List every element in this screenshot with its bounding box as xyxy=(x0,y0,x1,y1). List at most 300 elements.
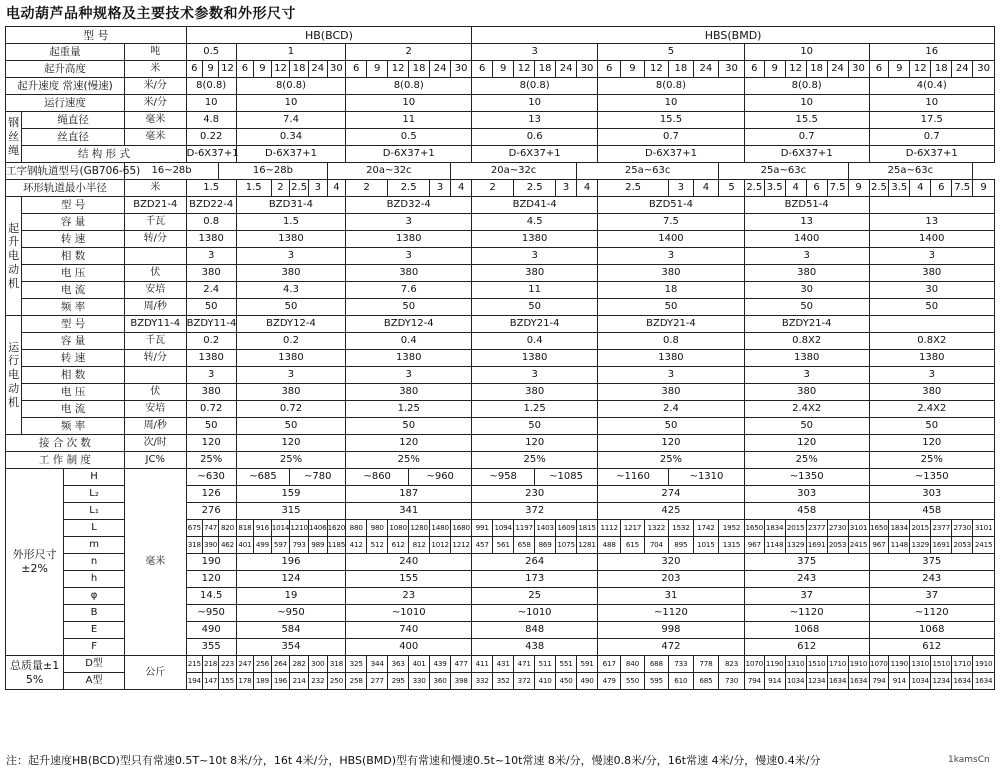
value-cell: D-6X37+1 xyxy=(186,146,236,163)
value-cell: 155 xyxy=(219,673,236,690)
spec-row xyxy=(6,214,995,231)
value-cell: ~1010 xyxy=(472,605,598,622)
value-cell: 3 xyxy=(346,248,472,265)
value-cell: 1329 xyxy=(910,537,931,554)
value-cell: 380 xyxy=(236,265,346,282)
value-cell: 380 xyxy=(236,384,346,401)
value-cell: BZDY12-4 xyxy=(236,316,346,333)
value-cell: 1075 xyxy=(556,537,577,554)
value-cell: 1380 xyxy=(346,231,472,248)
value-cell: 10 xyxy=(346,95,472,112)
value-cell: 2053 xyxy=(827,537,848,554)
value-cell: BZD22-4 xyxy=(186,197,236,214)
row-label-cell: 电 压 xyxy=(22,265,125,282)
row-label-cell: 毫米 xyxy=(124,469,186,656)
row-label-cell: 接 合 次 数 xyxy=(6,435,125,452)
value-cell: 6 xyxy=(931,180,952,197)
value-cell: 8(0.8) xyxy=(236,78,346,95)
value-cell: 6 xyxy=(869,61,889,78)
value-cell: 3 xyxy=(598,367,745,384)
value-cell: 10 xyxy=(186,95,236,112)
row-label-cell: 运行速度 xyxy=(6,95,125,112)
value-cell: ~950 xyxy=(186,605,236,622)
value-cell: D-6X37+1 xyxy=(869,146,994,163)
value-cell: D-6X37+1 xyxy=(472,146,598,163)
row-label-cell: 转/分 xyxy=(124,231,186,248)
value-cell: BZDY12-4 xyxy=(346,316,472,333)
value-cell: 3 xyxy=(869,248,994,265)
value-cell: ~630 xyxy=(186,469,236,486)
row-label-cell: 容 量 xyxy=(22,333,125,350)
value-cell: 3 xyxy=(236,367,346,384)
value-cell: 1910 xyxy=(848,656,869,673)
row-label-cell: 容 量 xyxy=(22,214,125,231)
value-cell: 794 xyxy=(744,673,764,690)
value-cell: 438 xyxy=(472,639,598,656)
value-cell: BZDY21-4 xyxy=(472,316,598,333)
value-cell: 24 xyxy=(693,61,719,78)
value-cell: 778 xyxy=(693,656,719,673)
value-cell: 6 xyxy=(598,61,621,78)
value-cell: 30 xyxy=(973,61,995,78)
value-cell: 0.8X2 xyxy=(744,333,869,350)
value-cell: 1080 xyxy=(388,520,409,537)
row-label-cell: 周/秒 xyxy=(124,418,186,435)
value-cell: 823 xyxy=(719,656,745,673)
value-cell: 1952 xyxy=(719,520,745,537)
value-cell: 499 xyxy=(254,537,271,554)
value-cell: ~860 xyxy=(346,469,409,486)
value-cell: 341 xyxy=(346,503,472,520)
value-cell: 12 xyxy=(910,61,931,78)
value-cell: 240 xyxy=(346,554,472,571)
row-label-cell: 起升高度 xyxy=(6,61,125,78)
value-cell: 30 xyxy=(869,282,994,299)
value-cell: 2.5 xyxy=(290,180,309,197)
value-cell: 6 xyxy=(186,61,202,78)
value-cell: 2.4 xyxy=(186,282,236,299)
value-cell: 250 xyxy=(327,673,346,690)
value-cell: 9 xyxy=(493,61,514,78)
value-cell: BZD31-4 xyxy=(236,197,346,214)
value-cell: 50 xyxy=(869,418,994,435)
value-cell: 380 xyxy=(472,384,598,401)
value-cell: 4 xyxy=(693,180,719,197)
value-cell: 318 xyxy=(327,656,346,673)
row-label-cell: L₂ xyxy=(64,486,125,503)
value-cell: 277 xyxy=(367,673,388,690)
spec-row xyxy=(6,418,995,435)
value-cell xyxy=(869,316,994,333)
value-cell: 398 xyxy=(451,673,472,690)
value-cell: 1380 xyxy=(236,231,346,248)
row-label-cell: 起重量 xyxy=(6,44,125,61)
row-label-cell: 相 数 xyxy=(22,248,125,265)
value-cell: 1034 xyxy=(785,673,806,690)
value-cell: 8(0.8) xyxy=(472,78,598,95)
value-cell: 818 xyxy=(236,520,253,537)
value-cell: 658 xyxy=(514,537,535,554)
row-label-cell: 米/分 xyxy=(124,78,186,95)
row-label-cell: 米 xyxy=(124,61,186,78)
value-cell: 880 xyxy=(346,520,367,537)
value-cell: 3 xyxy=(556,180,577,197)
value-cell: 3 xyxy=(472,367,598,384)
value-cell: 159 xyxy=(236,486,346,503)
value-cell: 203 xyxy=(598,571,745,588)
row-label-cell: 频 率 xyxy=(22,418,125,435)
value-cell: 256 xyxy=(254,656,271,673)
value-cell: 355 xyxy=(186,639,236,656)
value-cell: 9 xyxy=(367,61,388,78)
value-cell: 1634 xyxy=(952,673,973,690)
value-cell: 458 xyxy=(744,503,869,520)
row-label-cell: L₁ xyxy=(64,503,125,520)
value-cell: 591 xyxy=(577,656,598,673)
value-cell: 0.5 xyxy=(346,129,472,146)
value-cell: D-6X37+1 xyxy=(346,146,472,163)
value-cell: 372 xyxy=(472,503,598,520)
spec-row xyxy=(6,333,995,350)
value-cell: 1280 xyxy=(409,520,430,537)
spec-row xyxy=(6,44,995,61)
value-cell: 380 xyxy=(472,265,598,282)
value-cell: 380 xyxy=(869,384,994,401)
row-label-cell: 电 压 xyxy=(22,384,125,401)
value-cell: 18 xyxy=(669,61,693,78)
value-cell: 1015 xyxy=(693,537,719,554)
row-label-cell: 周/秒 xyxy=(124,299,186,316)
value-cell: ~1085 xyxy=(535,469,598,486)
value-cell: 380 xyxy=(598,384,745,401)
value-cell: 794 xyxy=(869,673,889,690)
value-cell: 1.25 xyxy=(472,401,598,418)
value-cell: 2 xyxy=(271,180,290,197)
value-cell: 372 xyxy=(514,673,535,690)
value-cell: 16~28b xyxy=(219,163,327,180)
value-cell: 1112 xyxy=(598,520,621,537)
value-cell: 264 xyxy=(472,554,598,571)
row-label-cell: 绳直径 xyxy=(22,112,125,129)
value-cell: 124 xyxy=(236,571,346,588)
row-label-cell: 公斤 xyxy=(124,656,186,690)
value-cell: 1210 xyxy=(290,520,309,537)
value-cell: 8(0.8) xyxy=(744,78,869,95)
value-cell: 4(0.4) xyxy=(869,78,994,95)
value-cell: ~1310 xyxy=(669,469,745,486)
value-cell: 2.4X2 xyxy=(869,401,994,418)
value-cell: 840 xyxy=(621,656,644,673)
value-cell: 2.4 xyxy=(598,401,745,418)
value-cell: 24 xyxy=(308,61,327,78)
value-cell: 380 xyxy=(744,384,869,401)
value-cell: 0.8 xyxy=(186,214,236,231)
value-cell: 1380 xyxy=(346,350,472,367)
value-cell: 1910 xyxy=(973,656,995,673)
row-label-cell: 千瓦 xyxy=(124,214,186,231)
value-cell: 1406 xyxy=(308,520,327,537)
value-cell: 1281 xyxy=(577,537,598,554)
value-cell: 282 xyxy=(290,656,309,673)
value-cell: 31 xyxy=(598,588,745,605)
value-cell: 380 xyxy=(598,265,745,282)
value-cell: 190 xyxy=(186,554,236,571)
value-cell: 20a~32c xyxy=(327,163,450,180)
row-label-cell: 千瓦 xyxy=(124,333,186,350)
value-cell: 3 xyxy=(430,180,451,197)
value-cell: 344 xyxy=(367,656,388,673)
value-cell: 247 xyxy=(236,656,253,673)
value-cell: 2730 xyxy=(827,520,848,537)
value-cell: 1650 xyxy=(869,520,889,537)
row-label-cell: 起升速度 常速(慢速) xyxy=(6,78,125,95)
value-cell: 12 xyxy=(271,61,290,78)
row-label-cell: 工字钢轨道型号(GB706-65) xyxy=(6,163,125,180)
spec-row xyxy=(6,129,995,146)
value-cell: 1680 xyxy=(451,520,472,537)
row-label-cell: 米/分 xyxy=(124,95,186,112)
spec-row xyxy=(6,452,995,469)
value-cell: 1148 xyxy=(889,537,910,554)
value-cell: 462 xyxy=(219,537,236,554)
value-cell: 1480 xyxy=(430,520,451,537)
value-cell: 1532 xyxy=(669,520,693,537)
value-cell: 2015 xyxy=(785,520,806,537)
value-cell: 196 xyxy=(236,554,346,571)
value-cell: ~1010 xyxy=(346,605,472,622)
header-row xyxy=(6,27,995,44)
value-cell: 1234 xyxy=(931,673,952,690)
value-cell: 1190 xyxy=(764,656,785,673)
value-cell: 740 xyxy=(346,622,472,639)
page-title: 电动葫芦品种规格及主要技术参数和外形尺寸 xyxy=(6,6,296,22)
row-label-cell: B xyxy=(64,605,125,622)
spec-row xyxy=(6,78,995,95)
value-cell: BZDY21-4 xyxy=(744,316,869,333)
value-cell: 1380 xyxy=(869,350,994,367)
value-cell: 1403 xyxy=(535,520,556,537)
value-cell: ~1350 xyxy=(869,469,994,486)
row-label-cell: BZDY11-4 xyxy=(124,316,186,333)
spec-row xyxy=(6,367,995,384)
value-cell: 120 xyxy=(869,435,994,452)
value-cell: 8(0.8) xyxy=(346,78,472,95)
value-cell: 1815 xyxy=(577,520,598,537)
value-cell: 232 xyxy=(308,673,327,690)
value-cell: 1329 xyxy=(785,537,806,554)
row-label-cell: 米 xyxy=(124,180,186,197)
value-cell: 243 xyxy=(744,571,869,588)
row-label-cell: D型 xyxy=(64,656,125,673)
value-cell: 380 xyxy=(186,265,236,282)
spec-row xyxy=(6,180,995,197)
value-cell: 820 xyxy=(219,520,236,537)
value-cell: 4 xyxy=(785,180,806,197)
value-cell: BZDY21-4 xyxy=(598,316,745,333)
value-cell: 50 xyxy=(744,418,869,435)
value-cell: BZD41-4 xyxy=(472,197,598,214)
value-cell: 11 xyxy=(346,112,472,129)
value-cell: 612 xyxy=(388,537,409,554)
value-cell: D-6X37+1 xyxy=(236,146,346,163)
value-cell: 1034 xyxy=(910,673,931,690)
row-label-cell: 安培 xyxy=(124,282,186,299)
value-cell: 1212 xyxy=(451,537,472,554)
value-cell: 471 xyxy=(514,656,535,673)
row-label-cell: 毫米 xyxy=(124,112,186,129)
row-label-cell: 电 流 xyxy=(22,401,125,418)
value-cell: 688 xyxy=(644,656,668,673)
row-label-cell: 转 速 xyxy=(22,231,125,248)
value-cell: 380 xyxy=(869,265,994,282)
value-cell: 7.4 xyxy=(236,112,346,129)
value-cell: 9 xyxy=(848,180,869,197)
row-label-cell: 毫米 xyxy=(124,129,186,146)
value-cell: ~1120 xyxy=(744,605,869,622)
value-cell: 490 xyxy=(577,673,598,690)
value-cell: 1710 xyxy=(827,656,848,673)
spec-row xyxy=(6,656,995,673)
value-cell: 12 xyxy=(388,61,409,78)
value-cell: 3 xyxy=(744,367,869,384)
value-cell: 512 xyxy=(367,537,388,554)
value-cell: 2.5 xyxy=(388,180,430,197)
value-cell: 1068 xyxy=(744,622,869,639)
value-cell: 330 xyxy=(409,673,430,690)
value-cell: 37 xyxy=(744,588,869,605)
value-cell: 3 xyxy=(869,367,994,384)
value-cell: 9 xyxy=(202,61,218,78)
value-cell: 1400 xyxy=(744,231,869,248)
value-cell: 380 xyxy=(346,265,472,282)
row-label-cell: φ xyxy=(64,588,125,605)
value-cell xyxy=(869,197,994,214)
value-cell: 431 xyxy=(493,656,514,673)
value-cell: BZD51-4 xyxy=(744,197,869,214)
value-cell: 1710 xyxy=(952,656,973,673)
row-label-cell xyxy=(124,367,186,384)
value-cell: 1310 xyxy=(785,656,806,673)
value-cell: ~1120 xyxy=(598,605,745,622)
value-cell: BZD32-4 xyxy=(346,197,472,214)
row-label-cell: 吨 xyxy=(124,44,186,61)
value-cell: 3 xyxy=(346,214,472,231)
value-cell: 401 xyxy=(409,656,430,673)
value-cell: 50 xyxy=(346,299,472,316)
value-cell: 14.5 xyxy=(186,588,236,605)
spec-row xyxy=(6,316,995,333)
value-cell: 20a~32c xyxy=(451,163,577,180)
value-cell: 1634 xyxy=(848,673,869,690)
value-cell: 2.5 xyxy=(598,180,669,197)
value-cell: 1315 xyxy=(719,537,745,554)
value-cell: 3 xyxy=(472,248,598,265)
value-cell: 2415 xyxy=(973,537,995,554)
value-cell: 10 xyxy=(744,95,869,112)
value-cell: 6 xyxy=(472,61,493,78)
spec-row xyxy=(6,248,995,265)
value-cell: 50 xyxy=(236,299,346,316)
value-cell: 400 xyxy=(346,639,472,656)
value-cell: 18 xyxy=(806,61,827,78)
value-cell: 10 xyxy=(869,95,994,112)
value-cell: 998 xyxy=(598,622,745,639)
spec-row xyxy=(6,95,995,112)
value-cell: 50 xyxy=(472,299,598,316)
value-cell: 352 xyxy=(493,673,514,690)
value-cell: 363 xyxy=(388,656,409,673)
value-cell: 747 xyxy=(202,520,218,537)
value-cell: 914 xyxy=(889,673,910,690)
value-cell: 126 xyxy=(186,486,236,503)
value-cell: 214 xyxy=(290,673,309,690)
value-cell: 3 xyxy=(744,248,869,265)
value-cell: D-6X37+1 xyxy=(744,146,869,163)
value-cell: 1.5 xyxy=(236,180,271,197)
row-label-cell: 型 号 xyxy=(22,197,125,214)
row-label-cell: 伏 xyxy=(124,384,186,401)
value-cell: 1400 xyxy=(598,231,745,248)
value-cell: 276 xyxy=(186,503,236,520)
value-cell: 0.7 xyxy=(598,129,745,146)
spec-row xyxy=(6,163,995,180)
value-cell: 1070 xyxy=(869,656,889,673)
value-cell: 2.5 xyxy=(514,180,556,197)
value-cell: 24 xyxy=(952,61,973,78)
value-cell: 1834 xyxy=(889,520,910,537)
value-cell: 6 xyxy=(346,61,367,78)
value-cell: 1380 xyxy=(744,350,869,367)
row-label-cell: 伏 xyxy=(124,265,186,282)
value-cell: 15.5 xyxy=(598,112,745,129)
value-cell: 490 xyxy=(186,622,236,639)
value-cell: 390 xyxy=(202,537,218,554)
value-cell: 410 xyxy=(535,673,556,690)
row-label-cell: JC% xyxy=(124,452,186,469)
value-cell: 4.8 xyxy=(186,112,236,129)
spec-row xyxy=(6,61,995,78)
spec-row xyxy=(6,299,995,316)
value-cell: 10 xyxy=(472,95,598,112)
value-cell: 194 xyxy=(186,673,202,690)
value-cell: 13 xyxy=(744,214,869,231)
value-cell: 7.5 xyxy=(598,214,745,231)
value-cell: 6 xyxy=(806,180,827,197)
row-label-cell: 转/分 xyxy=(124,350,186,367)
value-cell: 439 xyxy=(430,656,451,673)
row-label-cell: F xyxy=(64,639,125,656)
value-cell: 612 xyxy=(744,639,869,656)
value-cell: 967 xyxy=(744,537,764,554)
value-cell: 450 xyxy=(556,673,577,690)
value-cell: 380 xyxy=(186,384,236,401)
value-cell: 300 xyxy=(308,656,327,673)
row-label-cell: 转 速 xyxy=(22,350,125,367)
row-label-cell: 外形尺寸±2% xyxy=(6,469,64,656)
value-cell: 120 xyxy=(186,571,236,588)
value-cell: 3 xyxy=(186,248,236,265)
value-cell: 25a~63c xyxy=(577,163,719,180)
value-cell: 354 xyxy=(236,639,346,656)
value-cell: 0.2 xyxy=(236,333,346,350)
value-cell: 315 xyxy=(236,503,346,520)
value-cell: 991 xyxy=(472,520,493,537)
value-cell: 3101 xyxy=(973,520,995,537)
value-cell: 50 xyxy=(598,418,745,435)
value-cell: 612 xyxy=(869,639,994,656)
value-cell: 425 xyxy=(598,503,745,520)
value-cell: 551 xyxy=(556,656,577,673)
